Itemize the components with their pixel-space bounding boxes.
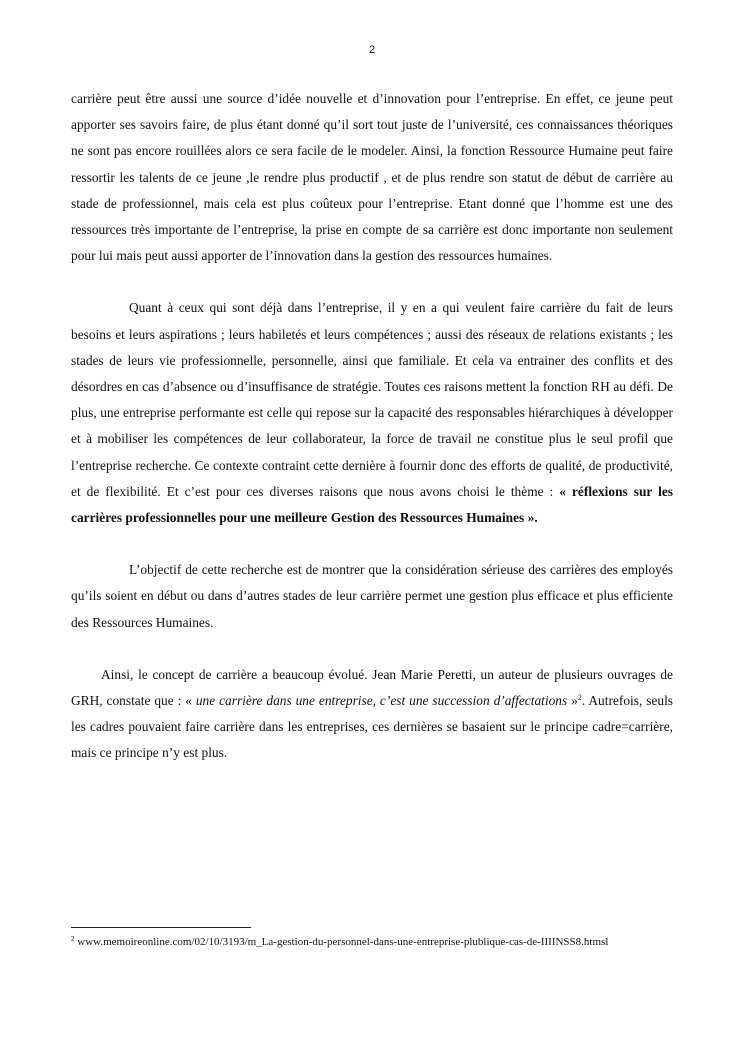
footnote-url[interactable]: www.memoireonline.com/02/10/3193/m_La-gestion-du-personnel-dans-une-entreprise-plublique-cas-de-IIIINSS8.htmsl <box>77 936 609 948</box>
footnote-number: 2 <box>71 935 75 943</box>
paragraph-4-text-before: Ainsi, le concept de carrière a beaucoup évolué. Jean Marie Peretti, un auteur de plusieurs ouvrages de GRH, constate que : « <box>71 666 673 709</box>
thesis-theme: « réflexions sur les carrières professionnelles pour une meilleure Gestion des Ressources Humaines ». <box>71 483 673 526</box>
paragraph-2-text: Quant à ceux qui sont déjà dans l’entreprise, il y en a qui veulent faire carrière du fait de leurs besoins et leurs aspirations ; leurs habiletés et leurs compétences ; aussi des réseaux de relations existants ; les stades de leurs vie professionnelle, personnelle, ainsi que familiale. Et cela va entrainer des conflits et des désordres en cas d’absence ou d’insuffisance de stratégie. Toutes ces raisons mettent la fonction RH au défi. De plus, une entreprise performante est celle qui repose sur la capacité des responsables hiérarchiques à développer et à mobiliser les compétences de leur collaborateur, la force de travail ne constitue plus le seul profil que l’entreprise recherche. Ce contexte contraint cette dernière à fournir donc des efforts de qualité, de productivité, et de flexibilité. Et c’est pour ces diverses raisons que nous avons choisi le thème : <box>71 300 673 499</box>
footnote-separator <box>71 927 251 928</box>
footnote <box>71 935 631 950</box>
footnote-reference[interactable]: 2 <box>577 693 582 703</box>
quote-close: » <box>567 693 578 709</box>
paragraph-1: carrière peut être aussi une source d’idée nouvelle et d’innovation pour l’entreprise. En effet, ce jeune peut apporter ses savoirs faire, de plus étant donné qu’il sort tout juste de l’université, ces connaissances théoriques ne sont pas encore rouillées alors ce sera facile de le modeler. Ainsi, la fonction Ressource Humaine peut faire ressortir les talents de ce jeune ,le rendre plus productif , et de plus rendre son statut de début de carrière au stade de professionnel, mais cela est plus coûteux pour l’entreprise. Etant donné que l’homme est une des ressources très importante de l’entreprise, la prise en compte de sa carrière est donc importante non seulement pour lui mais peut aussi apporter de l’innovation dans la gestion des ressources humaines. <box>71 91 673 264</box>
paragraph-4 <box>71 662 673 767</box>
paragraph-3: L’objectif de cette recherche est de montrer que la considération sérieuse des carrières des employés qu’ils soient en début ou dans d’autres stades de leur carrière permet une gestion plus efficace et plus efficiente des Ressources Humaines. <box>71 562 673 630</box>
peretti-quote: une carrière dans une entreprise, c’est une succession d’affectations <box>195 693 568 709</box>
document-body <box>71 86 673 767</box>
page-number: 2 <box>368 44 376 56</box>
paragraph-4-text-after: . Autrefois, seuls les cadres pouvaient faire carrière dans les entreprises, ces dernières se basaient sur le principe cadre=carrière, mais ce principe n’y est plus. <box>71 693 673 761</box>
paragraph-2 <box>71 295 673 531</box>
